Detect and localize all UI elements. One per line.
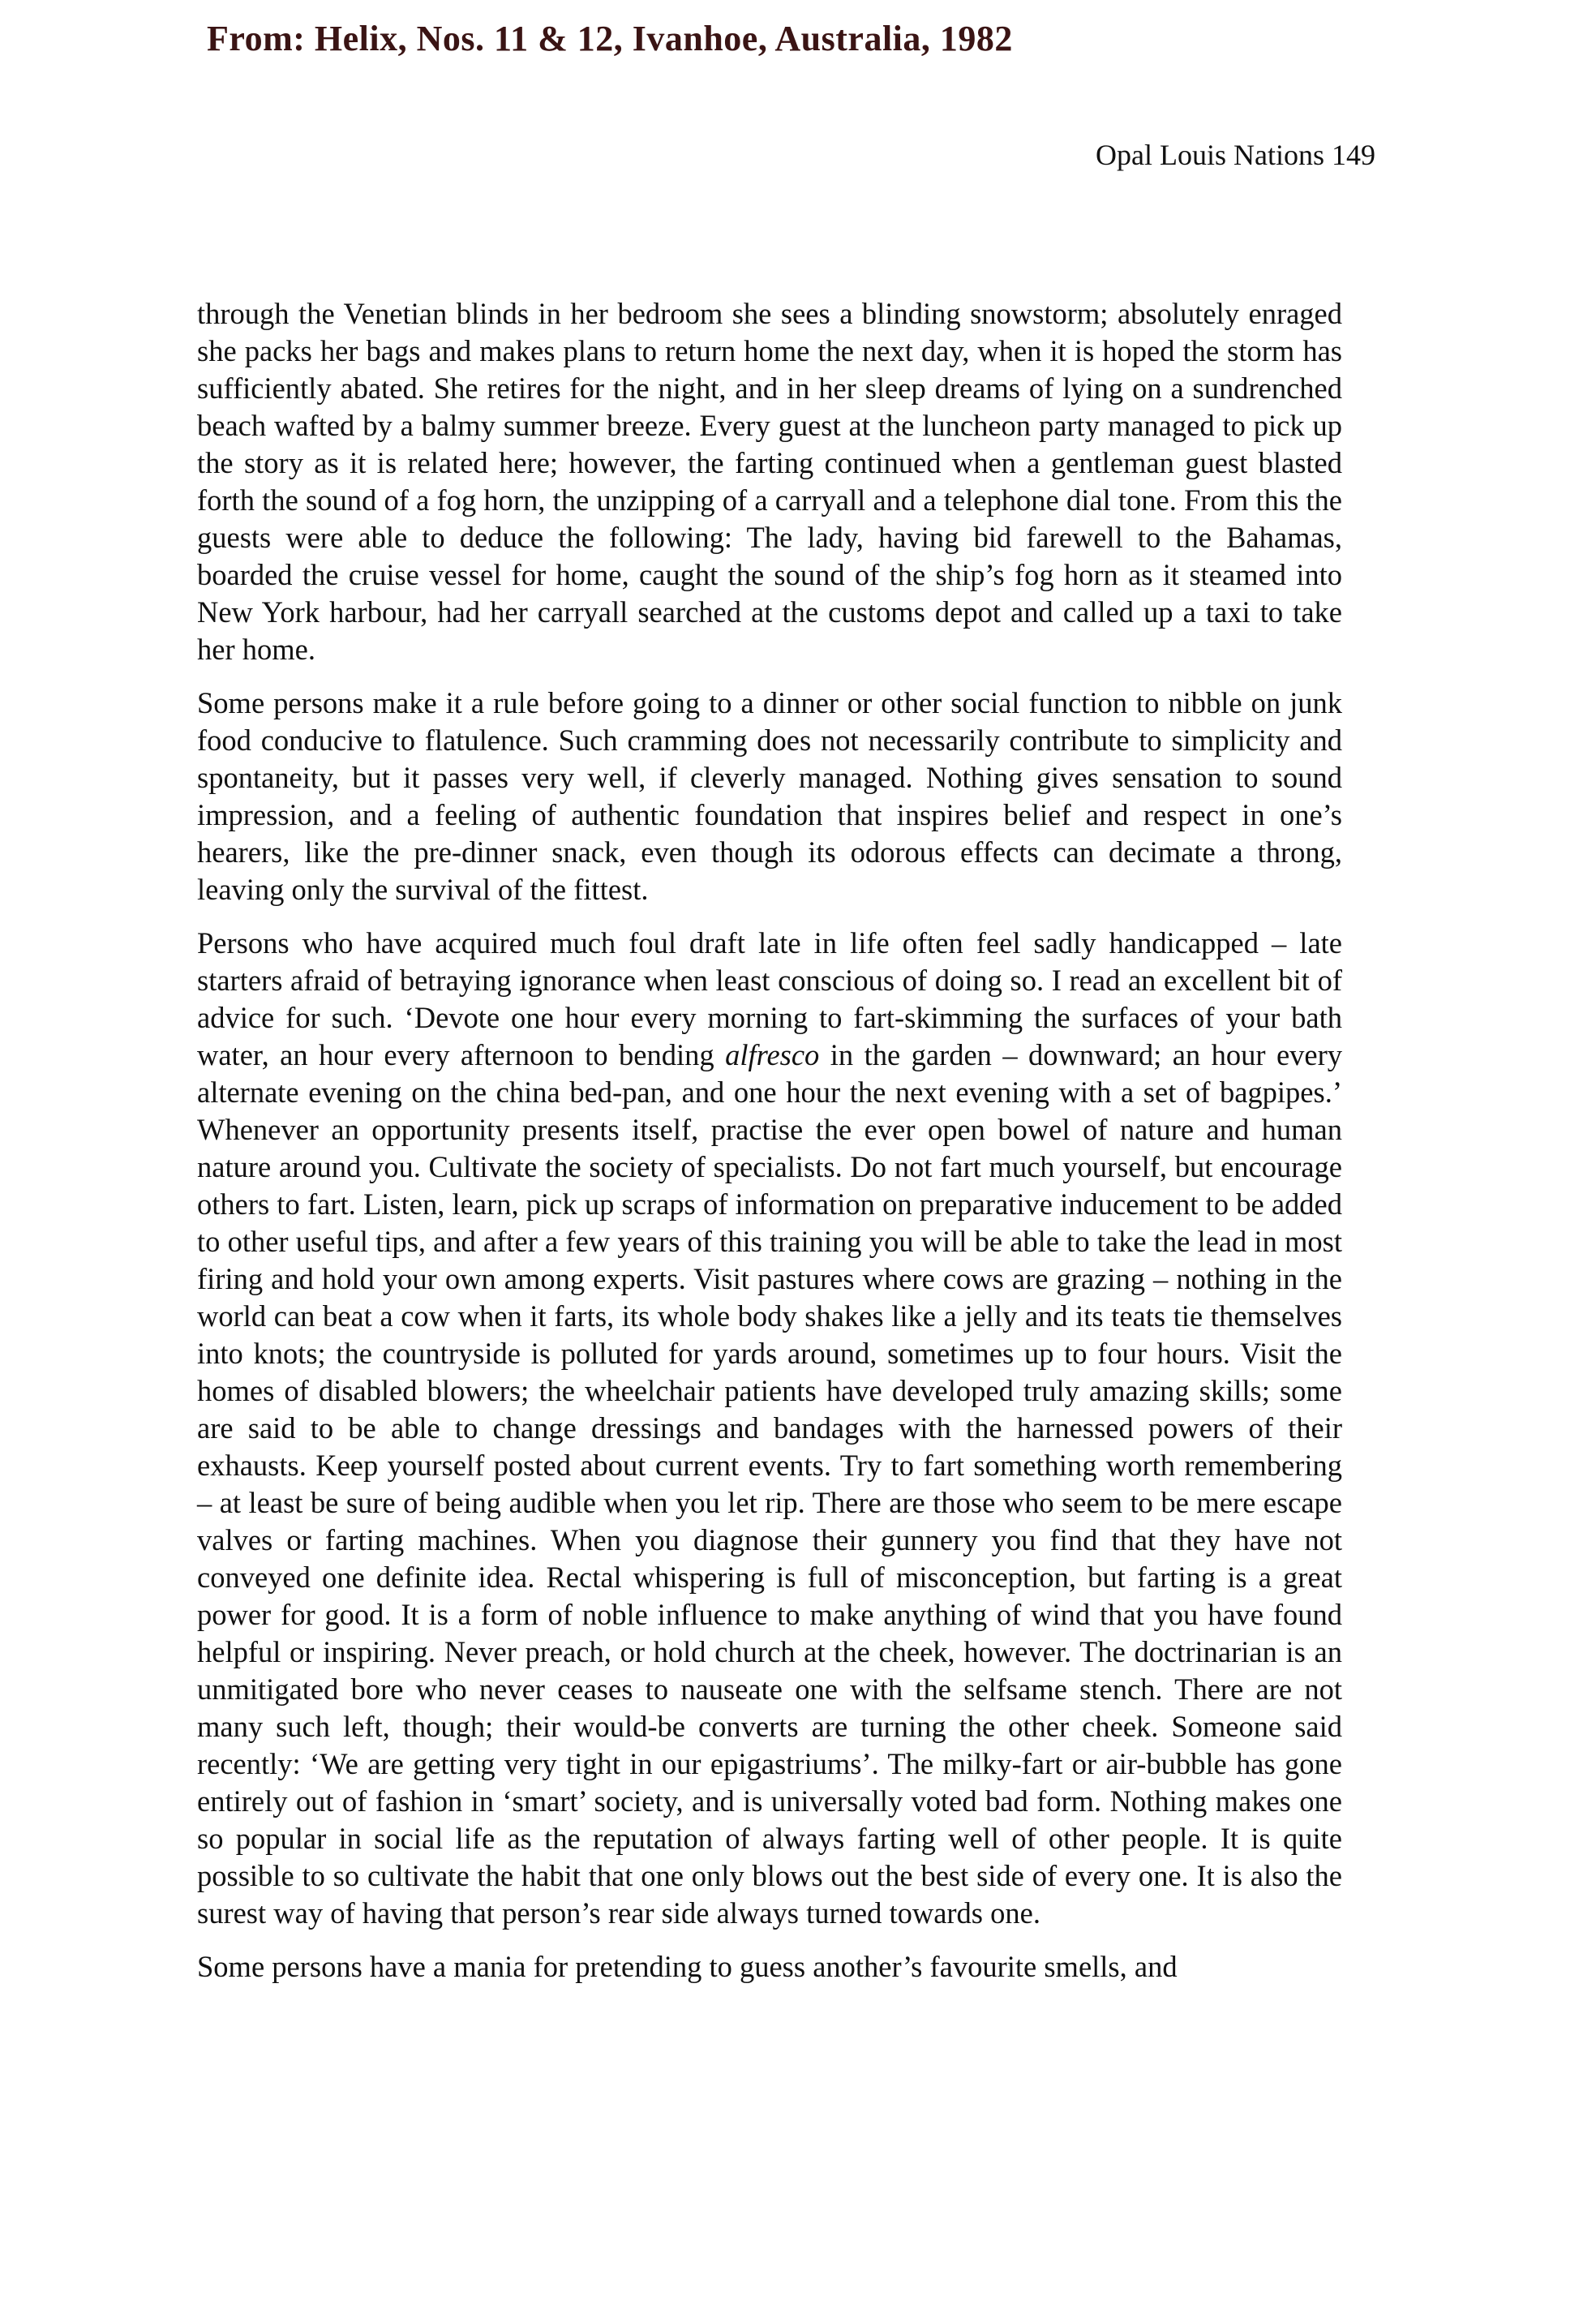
italic-term: alfresco: [725, 1038, 820, 1071]
source-citation: From: Helix, Nos. 11 & 12, Ivanhoe, Australia, 1982: [207, 19, 1013, 58]
paragraph: Some persons make it a rule before going to a dinner or other social function to nibble on junk food conducive to flatulence. Such cramming does not necessarily contribute to simplicity and spontaneity, but it passes very well, if cleverly managed. Nothing gives sensation to sound impression, and a feeling of authentic foundation that inspires belief and respect in one’s hearers, like the pre-dinner snack, even though its odorous effects can decimate a throng, leaving only the survival of the fittest.: [197, 686, 1342, 906]
paragraph: through the Venetian blinds in her bedroom she sees a blinding snowstorm; absolutely enraged she packs her bags and makes plans to return home the next day, when it is hoped the storm has sufficiently abated. She retires for the night, and in her sleep dreams of lying on a sundrenched beach wafted by a balmy summer breeze. Every guest at the luncheon party managed to pick up the story as it is related here; however, the farting continued when a gentleman guest blasted forth the sound of a fog horn, the unzipping of a carryall and a telephone dial tone. From this the guests were able to deduce the following: The lady, having bid farewell to the Bahamas, boarded the cruise vessel for home, caught the sound of the ship’s fog horn as it steamed into New York harbour, had her carryall searched at the customs depot and called up a taxi to take her home.: [197, 297, 1342, 666]
paragraph: Some persons have a mania for pretending to guess another’s favourite smells, and: [197, 1950, 1178, 1983]
paragraph-text: in the garden – downward; an hour every alternate evening on the china bed-pan, and one hour the next evening with a set of bagpipes.’ Whenever an opportunity presents itself, practise the ever open bowel of nature and human nature around you. Cultivate the society of specialists. Do not fart much yourself, but encourage others to fart. Listen, learn, pick up scraps of information on preparative inducement to be added to other useful tips, and after a few years of this training you will be able to take the lead in most firing and hold your own among experts. Visit pastures where cows are grazing – nothing in the world can beat a cow when it farts, its whole body shakes like a jelly and its teats tie themselves into knots; the countryside is polluted for yards around, sometimes up to four hours. Visit the homes of disabled blowers; the wheelchair patients have developed truly amazing skills; some are said to be able to change dressings and bandages with the harnessed powers of their exhausts. Keep yourself posted about current events. Try to fart something worth remembering – at least be sure of being audible when you let rip. There are those who seem to be mere escape valves or farting machines. When you diagnose their gunnery you find that they have not conveyed one definite idea. Rectal whispering is full of misconception, but farting is a great power for good. It is a form of noble influence to make anything of wind that you have found helpful or inspiring. Never preach, or hold church at the cheek, however. The doctrinarian is an unmitigated bore who never ceases to nauseate one with the selfsame stench. There are not many such left, though; their would-be converts are turning the other cheek. Someone said recently: ‘We are getting very tight in our epigastriums’. The milky-fart or air-bubble has gone entirely out of fashion in ‘smart’ society, and is universally voted bad form. Nothing makes one so popular in social life as the reputation of always farting well of other people. It is quite possible to so cultivate the habit that one only blows out the best side of every one. It is also the surest way of having that person’s rear side always turned towards one.: [197, 1038, 1343, 1930]
running-head: Opal Louis Nations 149: [1096, 139, 1375, 171]
paragraph: [197, 925, 1342, 1932]
body-text: [197, 295, 1342, 2002]
paragraph-text: Persons who have acquired much foul draft late in life often feel sadly handicapped – late starters afraid of betraying ignorance when least conscious of doing so. I read an excellent bit of advice for such. ‘Devote one hour every morning to fart-skimming the surfaces of your bath water, an hour every afternoon to bending: [197, 926, 1342, 1071]
